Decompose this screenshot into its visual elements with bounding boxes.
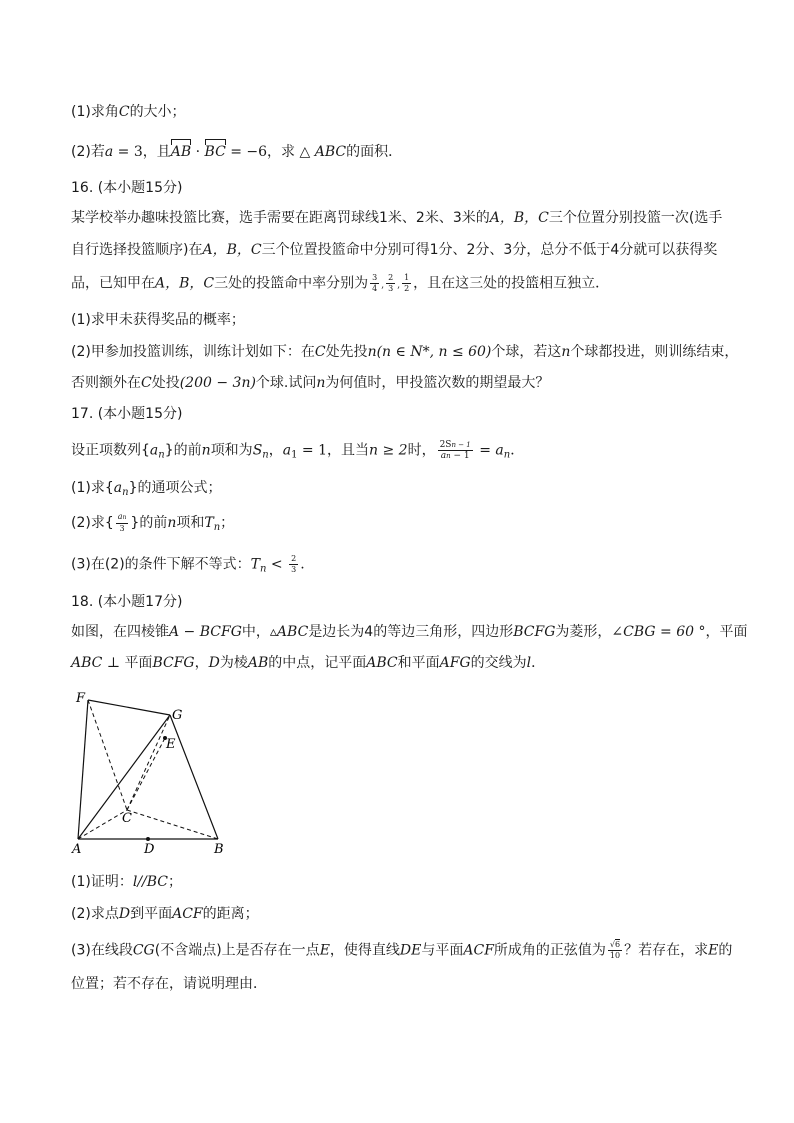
q17-frac-den: a — [440, 451, 447, 461]
comma-sep: , — [397, 280, 401, 291]
q17-part2-t: T — [204, 515, 214, 531]
q18-part2-acf: ACF — [172, 906, 203, 922]
vector-bc: BC — [204, 144, 226, 160]
q16-para-line3 — [71, 273, 609, 296]
q16-part2-line2-d: 个球.试问 — [255, 375, 317, 391]
q18-part1-b: ； — [168, 874, 183, 890]
q18-part2-b: 到平面 — [130, 906, 173, 922]
q16-part2-line2-expr: (200 − 3n) — [179, 375, 256, 391]
q18-p2-abc: ABC — [366, 655, 398, 671]
q17-p1-an2-sub: n — [503, 449, 511, 461]
q18-p2-f: 的中点，记平面 — [268, 655, 367, 671]
vector-ab: AB — [170, 144, 192, 160]
q17-p1-cond: n ≥ 2 — [369, 442, 408, 459]
q17-part2-n: n — [167, 515, 177, 531]
q16-part2-text-d: 个球，若这 — [491, 344, 562, 360]
q17-fraction — [438, 440, 473, 461]
q17-p1-a: 设正项数列{ — [71, 442, 150, 459]
q18-p1-solid: A − BCFG — [169, 624, 242, 640]
q18-part3-c: ，使得直线 — [329, 942, 400, 959]
q18-p2-a: ABC ⊥ — [71, 655, 125, 671]
q18-p1-quad: BCFG — [513, 624, 556, 640]
q17-part2-tsub: n — [213, 522, 221, 533]
point-d — [146, 837, 150, 841]
q15-part1-var-c: C — [118, 104, 130, 120]
q17-p1-nn: n — [201, 442, 211, 459]
q17-p1-f: 时， — [407, 442, 436, 459]
dot-operator: · — [191, 144, 205, 160]
q16-p2-points: A，B，C — [202, 242, 262, 258]
q16-p3-text-a: 品，已知甲在 — [71, 275, 155, 292]
q16-para-line1 — [71, 208, 722, 228]
q15-part2-expr-a: a — [104, 144, 114, 160]
q16-p2-text-a: 自行选择投篮顺序)在 — [71, 242, 203, 258]
q15-part2-text-a: 若 — [90, 144, 105, 160]
q16-part2-line2-c: C — [141, 375, 152, 391]
q16-p1-text: 某学校举办趣味投篮比赛，选手需要在距离罚球线1米、2米、3米的 — [71, 210, 490, 226]
q15-part1-text-b: 的大小； — [129, 104, 186, 120]
q17-p1-d: ， — [268, 442, 283, 459]
frac3-den: 2 — [404, 284, 410, 293]
q17-p1-a1-sub: 1 — [291, 449, 298, 461]
q17-p1-n-sub: n — [158, 449, 165, 461]
fraction-two-thirds — [386, 273, 395, 294]
q15-part2-label: (2) — [71, 144, 91, 160]
q17-frac-num: 2S — [439, 440, 452, 450]
q17-p1-s: S — [252, 442, 263, 459]
label-c: C — [122, 811, 132, 826]
q18-p2-h: 的交线为 — [470, 655, 527, 671]
edge-ac — [78, 810, 127, 839]
q16-part1-text: (1)求甲未获得奖品的概率； — [71, 312, 245, 328]
q18-part3-d: 与平面 — [421, 942, 464, 959]
q15-part1 — [71, 102, 186, 122]
q18-p1-b: 中， — [241, 624, 270, 640]
q18-p1-tri: ▵ABC — [269, 624, 309, 640]
q17-part2-frac-num: a — [117, 512, 123, 521]
q17-header-text: 17. (本小题15分) — [71, 406, 183, 422]
q17-part2-frac-num-sub: n — [122, 514, 127, 521]
q18-part3-e: E — [319, 942, 330, 959]
q18-part3-line2 — [71, 974, 267, 994]
q18-p2-b: 平面 — [124, 655, 153, 671]
q18-p2-g: 和平面 — [397, 655, 440, 671]
q17-frac-den-tail: − 1 — [450, 451, 470, 461]
q15-part1-label: (1) — [71, 104, 91, 120]
q18-part2 — [71, 904, 259, 924]
q18-part3-de: DE — [399, 942, 422, 959]
q17-frac-den-sub: n — [446, 452, 451, 460]
q17-header — [71, 404, 182, 424]
q18-header — [71, 592, 182, 612]
q16-p2-text-b: 三个位置投篮命中分别可得1分、2分、3分，总分不低于4分就可以获得奖 — [261, 242, 718, 258]
q18-part1-expr: l//BC — [132, 874, 169, 890]
fraction-two-thirds-ineq — [289, 554, 298, 575]
q17-p1-b: }的前 — [164, 442, 202, 459]
q17-part2-fraction — [116, 512, 129, 534]
edge-cb — [127, 810, 218, 839]
q18-part3-h: 的 — [718, 942, 733, 959]
q18-part3-line1 — [71, 940, 732, 961]
q18-part3-f: 所成角的正弦值为 — [493, 942, 606, 959]
q18-p1-c: 是边长为4的等边三角形，四边形 — [308, 624, 514, 640]
q16-header-text: 16. (本小题15分) — [71, 180, 183, 196]
q15-part2-eq-b: = −6，求 △ — [225, 144, 315, 160]
q18-p2-d: D — [208, 655, 220, 671]
q18-p2-i: ． — [531, 655, 546, 671]
frac1-num: 3 — [372, 273, 378, 282]
q18-part3-cg: CG — [132, 942, 155, 959]
q16-part2-line2-b: 处投 — [151, 375, 180, 391]
label-g: G — [172, 708, 183, 723]
q18-p2-l: l — [526, 655, 532, 671]
q18-para-line2 — [71, 653, 545, 673]
q15-part2-text-b: 的面积． — [346, 144, 403, 160]
q17-p1-an: a — [149, 442, 159, 459]
q16-p1-tail: 三个位置分别投篮一次(选手 — [548, 210, 723, 226]
q16-part2-line1 — [71, 342, 738, 362]
label-f: F — [76, 691, 86, 706]
q18-p2-plane: BCFG — [152, 655, 195, 671]
label-d: D — [144, 842, 155, 857]
q18-part3-g: ？若存在，求 — [624, 942, 709, 959]
q16-part1 — [71, 310, 245, 330]
q18-p2-c: ， — [194, 655, 209, 671]
q17-part2-a: (2)求{ — [71, 515, 114, 531]
q17-part3-b: . — [300, 556, 305, 573]
fraction-three-quarters — [370, 273, 379, 294]
q15-part1-text-a: 求角 — [90, 104, 119, 120]
q18-p1-angle: ∠CBG = 60 ° — [611, 624, 706, 640]
q18-para-line1 — [71, 622, 747, 642]
q18-header-text: 18. (本小题17分) — [71, 594, 183, 610]
frac1-den: 4 — [372, 284, 378, 293]
q17-part2-frac-den: 3 — [119, 524, 125, 533]
q17-part1-an: a — [113, 480, 123, 496]
edge-cg — [127, 715, 170, 810]
q17-p1-an2: a — [495, 442, 504, 459]
q18-part2-d: D — [118, 906, 131, 922]
pyramid-figure — [70, 688, 230, 858]
q17-p1-sn: n — [262, 449, 269, 461]
q17-part2-d: ； — [220, 515, 235, 531]
q17-part1-sub: n — [122, 487, 129, 498]
q18-p2-e: 为棱 — [219, 655, 248, 671]
q18-p1-e: ，平面 — [705, 624, 748, 640]
q17-p1-h: ． — [510, 442, 525, 459]
q16-part2-line2-n: n — [316, 375, 326, 391]
edge-fa — [78, 700, 88, 839]
frac2-num: 2 — [388, 273, 394, 282]
comma-sep: , — [381, 280, 385, 291]
q16-part2-c: C — [314, 344, 326, 360]
q17-part3-t: T — [250, 556, 261, 573]
q17-part3 — [71, 554, 305, 580]
q17-p1-e: = 1，且当 — [297, 442, 370, 459]
edge-fc — [88, 700, 127, 810]
q16-part2-text-b: 处先投 — [325, 344, 368, 360]
edge-ce — [127, 738, 165, 810]
q16-para-line2 — [71, 240, 717, 260]
q17-frac-num-sub: n − 1 — [451, 441, 471, 449]
q17-part1-b: }的通项公式； — [128, 480, 222, 496]
q18-p1-a: 如图，在四棱锥 — [71, 624, 169, 640]
edge-fg — [88, 700, 170, 715]
q17-part3-tsub: n — [260, 563, 267, 575]
q16-part2-line2-e: 为何值时，甲投篮次数的期望最大？ — [325, 375, 550, 391]
sqrt-six: √6 — [609, 940, 621, 949]
sqrt-radicand: 6 — [615, 940, 621, 949]
q18-part3-line2-text: 位置；若不存在，请说明理由． — [71, 976, 267, 992]
q16-part2-text-e: 个球都投进，则训练结束， — [570, 344, 739, 360]
q17-part1 — [71, 478, 221, 503]
q17-part2-c: 项和 — [176, 515, 205, 531]
fraction-one-half — [402, 273, 411, 294]
q17-p1-g: = — [474, 442, 496, 459]
q15-part2-eq-a: = 3，且 — [113, 144, 171, 160]
q18-part1 — [71, 872, 182, 892]
q17-p1-a1: a — [282, 442, 292, 459]
q17-part3-lt: < — [266, 556, 288, 573]
q16-part2-text-a: (2)甲参加投篮训练，训练计划如下：在 — [71, 344, 315, 360]
q16-p3-text-b: 三处的投篮命中率分别为 — [214, 275, 369, 292]
q17-part2-b: }的前 — [130, 515, 168, 531]
label-e: E — [166, 737, 176, 752]
q18-part3-frac-den: 10 — [609, 951, 621, 960]
q16-p3-text-c: ，且在这三处的投篮相互独立． — [413, 275, 610, 292]
label-a: A — [72, 842, 82, 857]
q18-part2-a: (2)求点 — [71, 906, 119, 922]
q15-part2-triangle: ABC — [314, 144, 347, 160]
q16-p3-points: A，B，C — [155, 275, 215, 292]
q16-part2-n: n — [561, 344, 571, 360]
edge-gb — [170, 715, 218, 839]
q17-part2 — [71, 512, 234, 538]
q18-p2-ab: AB — [247, 655, 269, 671]
q18-p2-afg: AFG — [439, 655, 471, 671]
q16-p1-points: A，B，C — [489, 210, 549, 226]
q17-p1-c: 项和为 — [210, 442, 253, 459]
fraction-sqrt6-over-10 — [608, 940, 622, 961]
q18-p1-d: 为菱形， — [555, 624, 612, 640]
q18-part3-a: (3)在线段 — [71, 942, 133, 959]
q18-part1-a: (1)证明： — [71, 874, 133, 890]
q16-part2-expr: n(n ∈ N*, n ≤ 60) — [367, 344, 492, 360]
q16-part2-line2 — [71, 373, 549, 393]
q16-header — [71, 178, 182, 198]
frac3-num: 1 — [404, 273, 410, 282]
q18-part3-b: (不含端点)上是否存在一点 — [154, 942, 320, 959]
label-b: B — [214, 842, 224, 857]
frac2-den: 3 — [388, 284, 394, 293]
q17-part3-a: (3)在(2)的条件下解不等式： — [71, 556, 251, 573]
q18-part2-c: 的距离； — [202, 906, 259, 922]
q17-para — [71, 440, 524, 466]
q15-part2 — [71, 142, 402, 162]
q16-part2-line2-a: 否则额外在 — [71, 375, 141, 391]
q17-part3-num: 2 — [291, 554, 297, 563]
q18-part3-e2: E — [708, 942, 719, 959]
q18-part3-acf: ACF — [463, 942, 494, 959]
q17-part1-a: (1)求{ — [71, 480, 114, 496]
q17-part3-den: 3 — [291, 565, 297, 574]
